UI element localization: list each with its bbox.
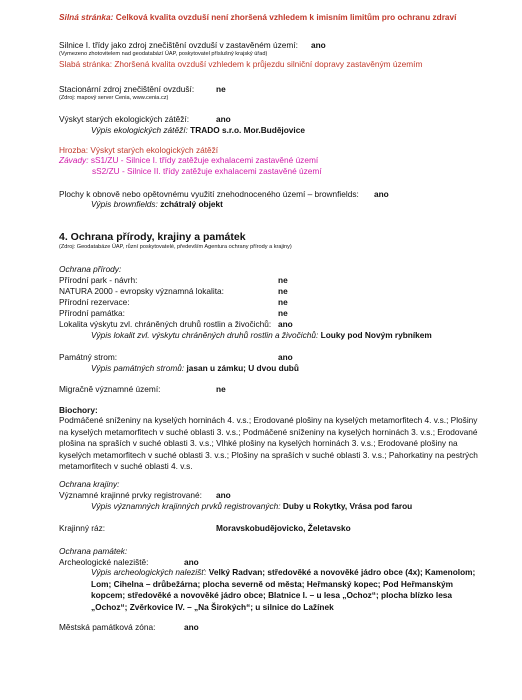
tree-list-label: Výpis památných stromů:	[91, 363, 185, 373]
weak-point-text: Zhoršená kvalita ovzduší vzhledem k průjezdu silniční dopravy zastavěným územím	[114, 59, 423, 69]
brownfield-list	[91, 199, 223, 209]
tree-list	[91, 363, 299, 373]
vkp-list-label: Výpis významných krajinných prvků registrovaných:	[91, 501, 281, 511]
old-load-list-label: Výpis ekologických zátěží:	[91, 125, 188, 135]
archeo-list-value: Velký Radvan; středověké a novověké jádro obce (4x); Kamenolom; Lom; Cihelna – drůbežárna; plocha severně od města; Heřmanský kopec; Pod Heřmanským kopcem; středověké a novověké jádro obce; Blatnice I. – u lesa „Ochoz“; plocha blízko lesa „Ochoz“; Zvěrkovice IV. – „Na Širokých“; u silnice do Lažínek	[91, 567, 476, 612]
defect-line-1	[59, 155, 318, 165]
tree-list-value: jasan u zámku; U dvou dubů	[186, 363, 299, 373]
biochory-text: Podmáčené sníženiny na kyselých horninách 4. v.s.; Erodované plošiny na kyselých metamorfitech 4. v.s.; Plošiny na kyselých metamorfitech v suché oblasti 3. v.s.; Podmáčené sníženiny na kyselých horninách 3. v.s.; Erodované plošina na spraších v suché oblasti 3. v.s.; Vlhké plošiny na kyselých horninách 3. v.s.; Erodované plošiny na kyselých metamorfitech v suché oblasti 3. v.s.; Plošiny na spraších v suché oblasti 3. v.s.; Pahorkatiny na pestrých metamorfitech v suché oblasti 4. v.s.	[59, 415, 478, 471]
reserve-label: Přírodní rezervace:	[59, 297, 130, 307]
monument-label: Přírodní památka:	[59, 308, 125, 318]
strong-point-text: Celková kvalita ovzduší není zhoršená vzhledem k imisním limitům pro ochranu zdraví	[115, 12, 457, 22]
weak-point-label: Slabá stránka:	[59, 59, 113, 69]
road-value: ano	[311, 40, 326, 50]
species-label: Lokalita výskytu zvl. chráněných druhů rostlin a živočichů:	[59, 319, 272, 329]
stationary-label: Stacionární zdroj znečištění ovzduší:	[59, 84, 195, 94]
defect-line-2	[92, 166, 322, 176]
species-list-value: Louky pod Novým rybníkem	[320, 330, 432, 340]
urban-value: ano	[184, 622, 199, 632]
biochory-heading: Biochory:	[59, 405, 98, 415]
road-note: (Vymezeno zhotovitelem nad geodatabází ÚAP, poskytovatel příslušný krajský úřad)	[59, 51, 268, 57]
brownfield-list-label: Výpis brownfields:	[91, 199, 158, 209]
defects-label: Závady:	[59, 155, 89, 165]
park-value: ne	[278, 275, 288, 285]
reserve-value: ne	[278, 297, 288, 307]
park-label: Přírodní park - návrh:	[59, 275, 138, 285]
archeo-value: ano	[184, 557, 199, 567]
migration-value: ne	[216, 384, 226, 394]
weak-point-line	[59, 59, 422, 69]
nature-heading: Ochrana přírody:	[59, 264, 122, 274]
migration-label: Migračně významné území:	[59, 384, 161, 394]
species-list	[91, 330, 432, 340]
urban-label: Městská památková zóna:	[59, 622, 156, 632]
archeo-list	[91, 567, 479, 613]
vkp-list	[91, 501, 412, 511]
defect-2: sS2/ZU - Silnice II. třídy zatěžuje exhalacemi zastavěné území	[92, 166, 322, 176]
character-value: Moravskobudějovicko, Želetavsko	[216, 523, 351, 533]
archeo-list-label: Výpis archeologických nalezišť:	[91, 567, 207, 577]
road-label: Silnice I. třídy jako zdroj znečištění ovzduší v zastavěném území:	[59, 40, 298, 50]
natura-value: ne	[278, 286, 288, 296]
threat-line	[59, 145, 218, 155]
section-4-source: (Zdroj: Geodatabáze ÚAP, různí poskytovatelé, především Agentura ochrany přírody a krajiny)	[59, 244, 292, 250]
species-value: ano	[278, 319, 293, 329]
old-load-label: Výskyt starých ekologických zátěží:	[59, 114, 190, 124]
tree-label: Památný strom:	[59, 352, 118, 362]
species-list-label: Výpis lokalit zvl. výskytu chráněných druhů rostlin a živočichů:	[91, 330, 319, 340]
vkp-list-value: Duby u Rokytky, Vrása pod farou	[282, 501, 413, 511]
natura-label: NATURA 2000 - evropsky významná lokalita:	[59, 286, 224, 296]
section-4-title: 4. Ochrana přírody, krajiny a památek	[59, 231, 246, 243]
defect-1: sS1/ZU - Silnice I. třídy zatěžuje exhalacemi zastavěné území	[90, 155, 319, 165]
character-label: Krajinný ráz:	[59, 523, 106, 533]
heritage-heading: Ochrana památek:	[59, 546, 128, 556]
landscape-heading: Ochrana krajiny:	[59, 479, 120, 489]
strong-point-line	[59, 12, 456, 22]
strong-point-label: Silná stránka:	[59, 12, 114, 22]
brownfield-list-value: zchátralý objekt	[160, 199, 223, 209]
old-load-list-value: TRADO s.r.o. Mor.Budějovice	[190, 125, 305, 135]
threat-label: Hrozba:	[59, 145, 89, 155]
stationary-value: ne	[216, 84, 226, 94]
threat-text: Výskyt starých ekologických zátěží	[90, 145, 219, 155]
vkp-value: ano	[216, 490, 231, 500]
vkp-label: Významné krajinné prvky registrované:	[59, 490, 202, 500]
archeo-label: Archeologické naleziště:	[59, 557, 149, 567]
brownfield-label: Plochy k obnově nebo opětovnému využití znehodnoceného území – brownfields:	[59, 189, 359, 199]
brownfield-value: ano	[374, 189, 389, 199]
monument-value: ne	[278, 308, 288, 318]
stationary-note: (Zdroj: mapový server Cenia, www.cenia.cz)	[59, 95, 169, 101]
tree-value: ano	[278, 352, 293, 362]
old-load-value: ano	[216, 114, 231, 124]
old-load-list	[91, 125, 305, 135]
